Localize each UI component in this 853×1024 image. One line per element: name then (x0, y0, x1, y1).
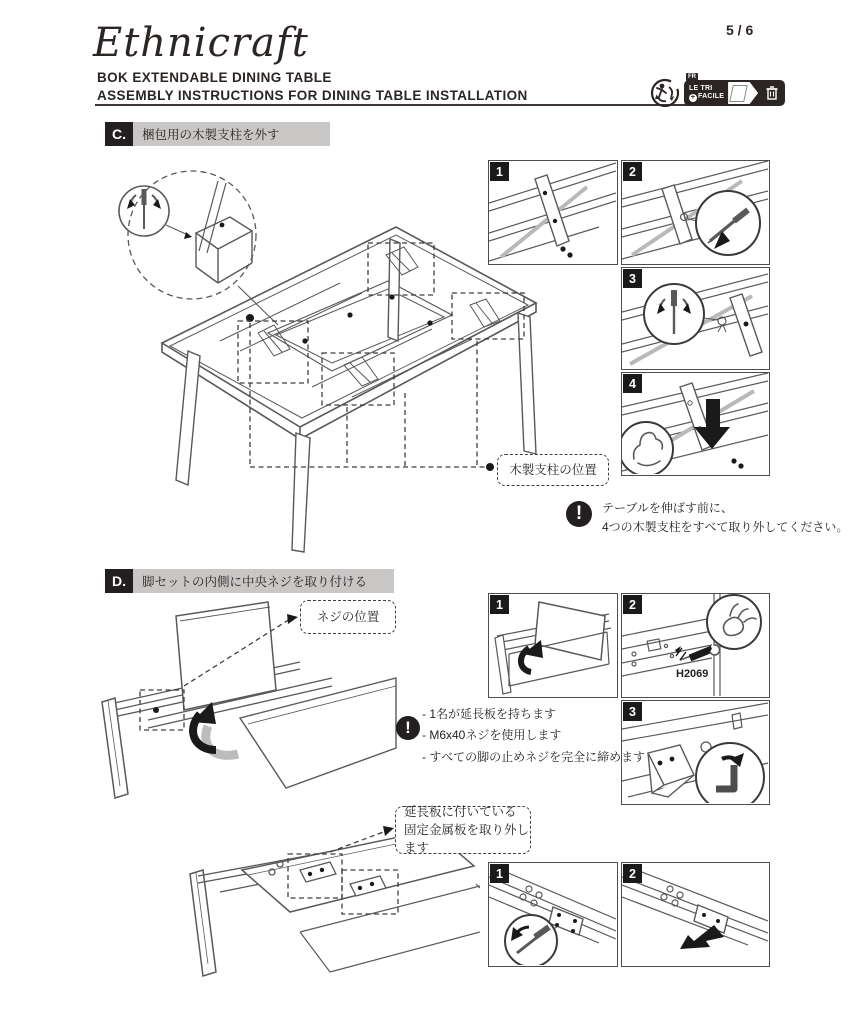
step-panel-c4 (621, 372, 770, 476)
triman-recycling-icon (650, 78, 680, 108)
facile-label: FACILE (698, 92, 725, 100)
step-panel-d2 (621, 593, 770, 698)
warning-text-line2: 4つの木製支柱をすべて取り外してください。 (602, 520, 849, 534)
table-underside-diagram (100, 155, 540, 555)
step-panel-b1 (488, 862, 618, 967)
note-line1: - 1名が延長板を持ちます (422, 707, 557, 721)
part-number-label: H2069 (676, 668, 709, 680)
remove-plate-callout: 延長板に付いている 固定金属板を取り外します (395, 806, 531, 854)
step-number-badge: 3 (623, 269, 642, 288)
step-number-badge: 3 (623, 702, 642, 721)
callout-leader-dot (486, 463, 494, 471)
section-c-title: 梱包用の木製支柱を外す (133, 122, 330, 146)
cardboard-sheet-icon (728, 82, 758, 104)
product-title: BOK EXTENDABLE DINING TABLE (97, 70, 332, 85)
step-number-badge: 1 (490, 595, 509, 614)
plus-icon: + (690, 93, 696, 101)
unscrew-step3-drawing (622, 268, 768, 368)
brand-logo: Ethnicraft (93, 20, 309, 66)
unscrew-step2-drawing (622, 161, 768, 263)
step-panel-d1 (488, 593, 618, 698)
step-number-badge: 4 (623, 374, 642, 393)
section-d-title: 脚セットの内側に中央ネジを取り付ける (133, 569, 394, 593)
le-tri-facile-badge (684, 74, 785, 106)
insert-screw-step2-drawing (622, 594, 768, 696)
page-number: 5 / 6 (726, 22, 754, 38)
section-c-badge: C. (105, 122, 133, 146)
section-d-badge: D. (105, 569, 133, 593)
step-number-badge: 2 (623, 864, 642, 883)
fr-tag: FR (688, 74, 696, 80)
wooden-post-position-callout: 木製支柱の位置 (497, 454, 609, 486)
note-line2: - M6x40ネジを使用します (422, 728, 562, 742)
screw-position-callout: ネジの位置 (300, 600, 396, 634)
step-panel-b2 (621, 862, 770, 967)
warning-text-line1: テーブルを伸ばす前に、 (602, 501, 733, 515)
waste-bin-icon (761, 82, 783, 104)
step-number-badge: 1 (490, 162, 509, 181)
warning-icon: ! (396, 716, 420, 740)
step-number-badge: 1 (490, 864, 509, 883)
le-tri-label: LE TRI (689, 84, 713, 92)
step-panel-c1 (488, 160, 618, 265)
warning-icon: ! (566, 501, 592, 527)
remove-plate-step2-drawing (622, 863, 768, 965)
step-number-badge: 2 (623, 162, 642, 181)
page-subtitle: ASSEMBLY INSTRUCTIONS FOR DINING TABLE INSTALLATION (97, 88, 528, 103)
step-panel-c2 (621, 160, 770, 265)
note-line3: - すべての脚の止めネジを完全に締めます (422, 750, 646, 764)
step-panel-c3 (621, 267, 770, 370)
remove-post-step4-drawing (622, 373, 768, 474)
step-number-badge: 2 (623, 595, 642, 614)
